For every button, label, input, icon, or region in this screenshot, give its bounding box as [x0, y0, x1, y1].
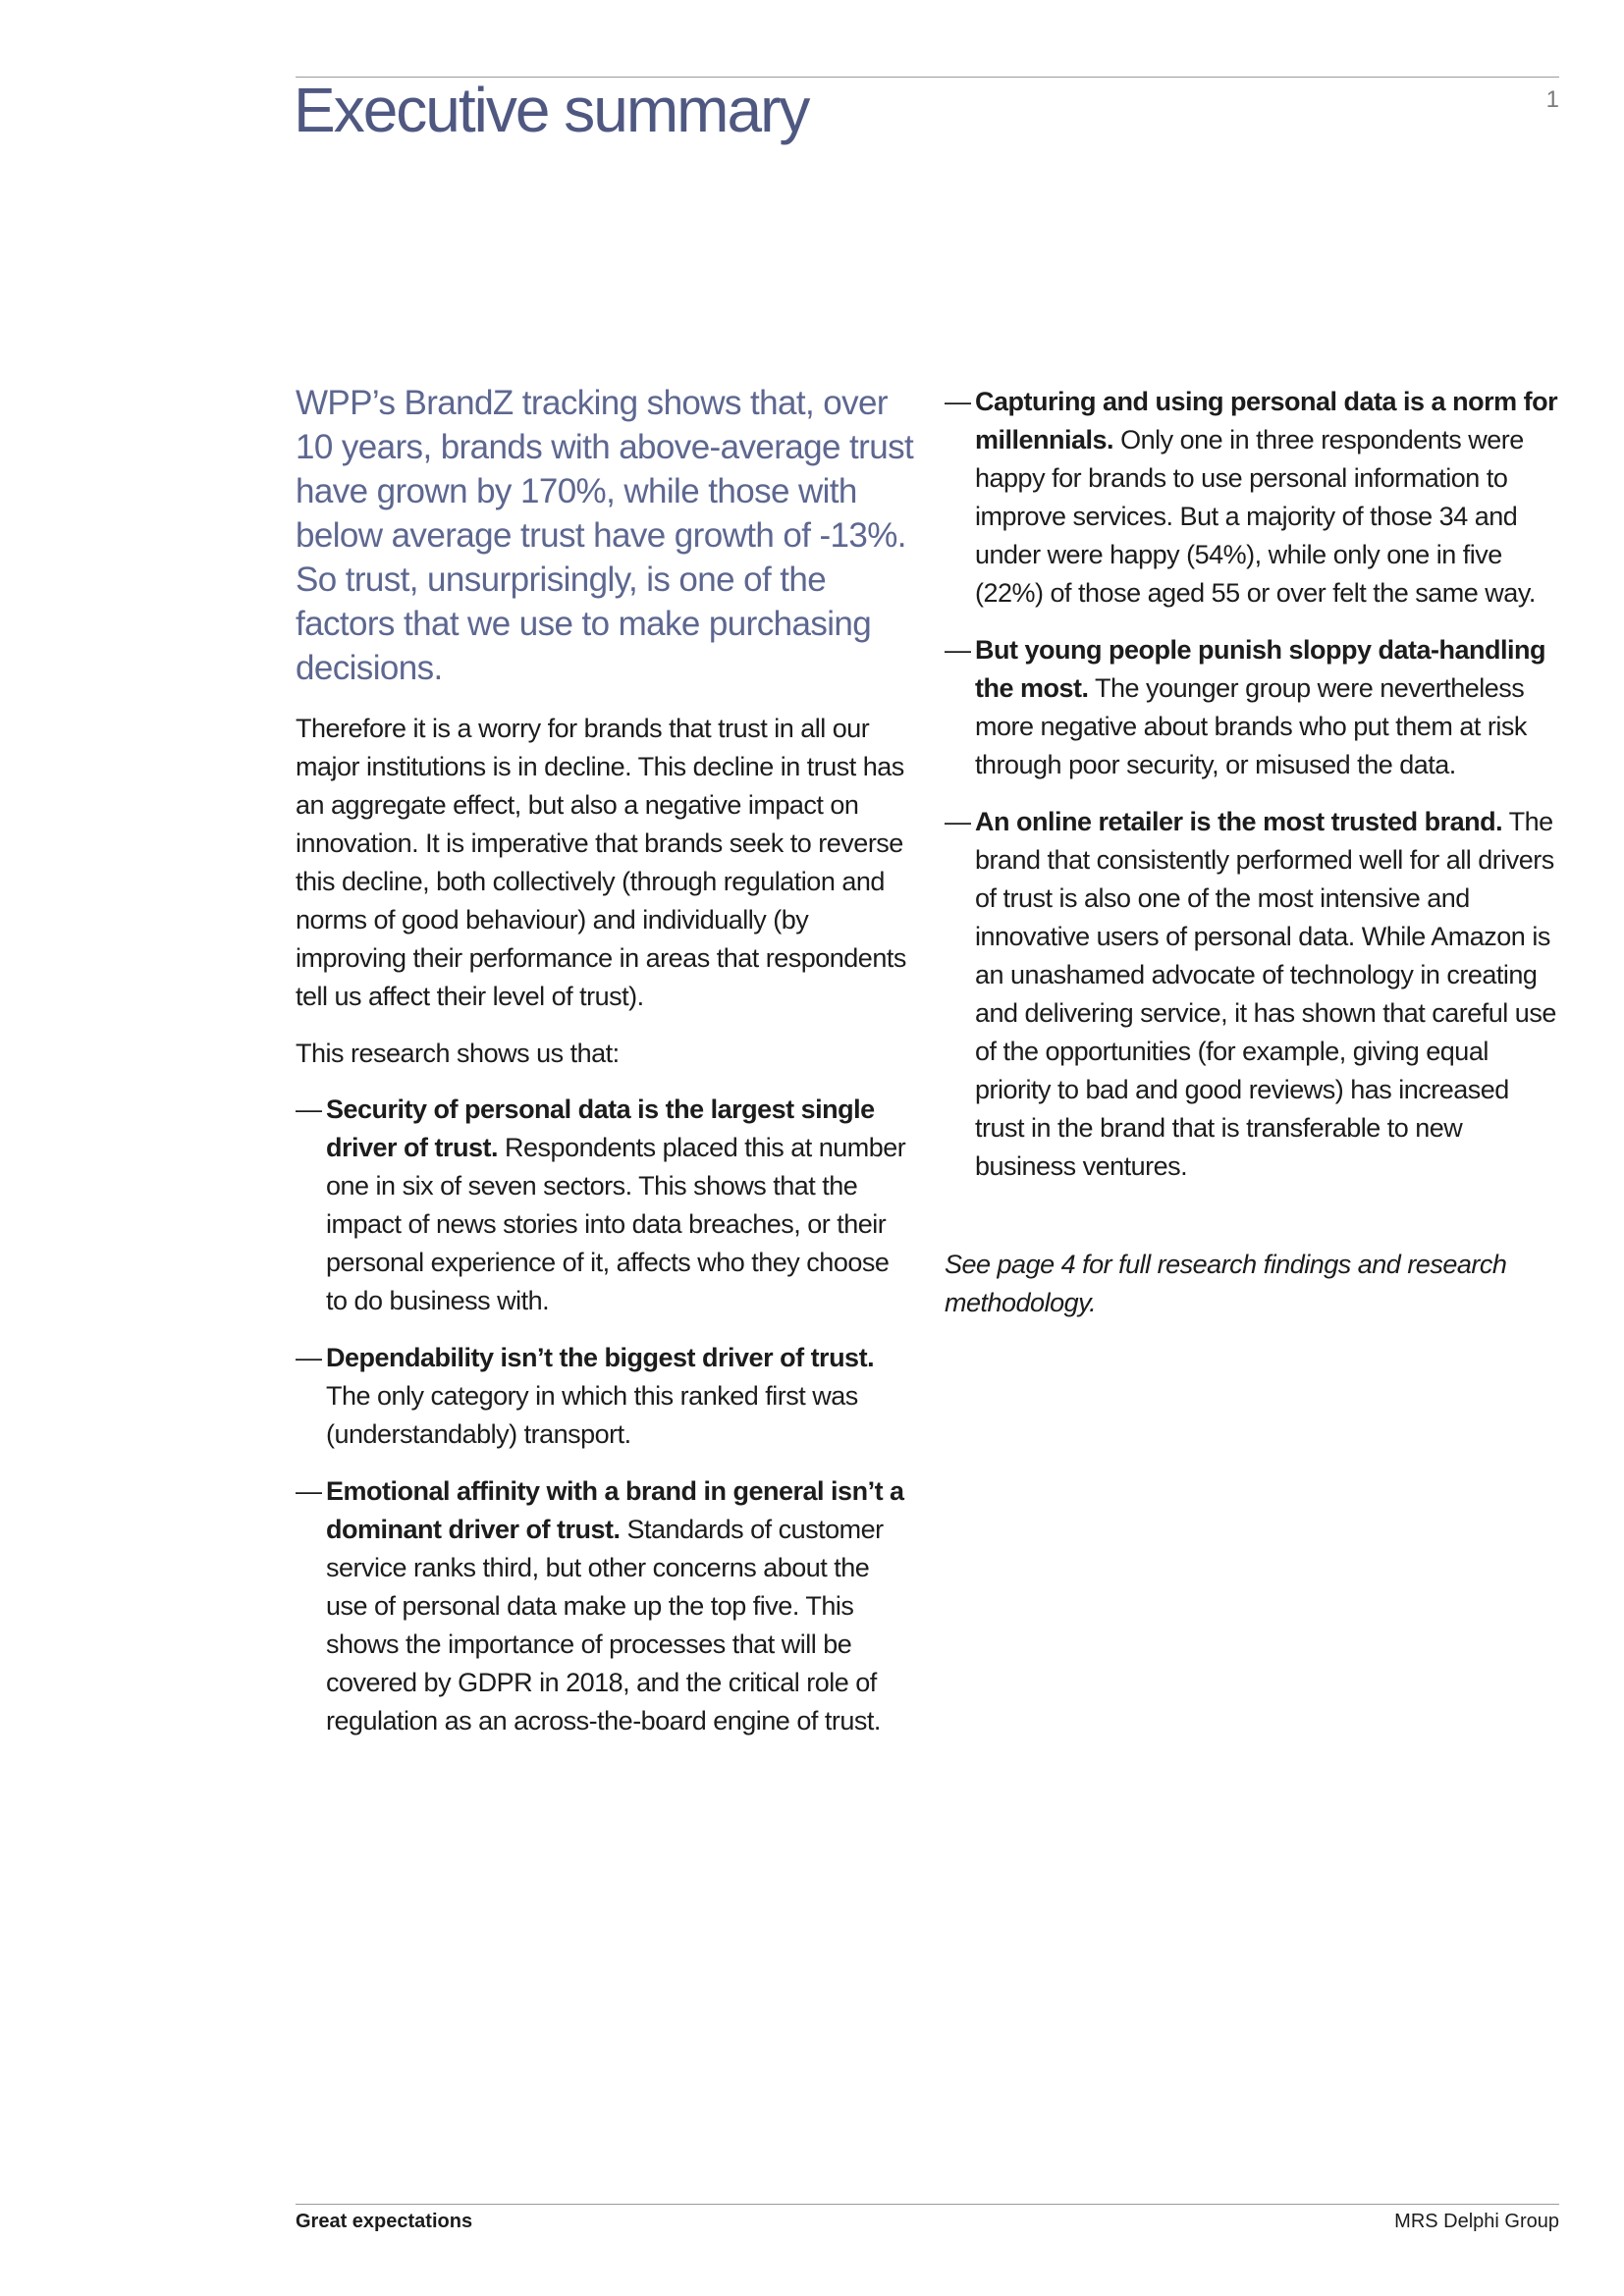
bullet-heading: Capturing and using personal data is a norm for millennials. [975, 387, 1558, 454]
intro-text: WPP’s BrandZ tracking shows that, over 10 years, brands with above-average trust have grown by 170%, while those with below average trust have growth of -13%. So trust, unsurprisingly, is one of the factors that we use to make purchasing decisions. [296, 384, 914, 687]
page-title: Executive summary [294, 75, 809, 145]
list-item [296, 1472, 914, 1740]
dash-bullet: — [296, 1095, 322, 1124]
list-item [945, 631, 1559, 784]
bullet-text: Standards of customer service ranks third, but other concerns about the use of personal data make up the top five. This shows the importance of processes that will be covered by GDPR in 2018, and the critical role of regulation as an across-the-board engine of trust. [326, 1515, 884, 1735]
list-item [945, 803, 1559, 1186]
bullet-heading: Emotional affinity with a brand in general isn’t a dominant driver of trust. [326, 1476, 904, 1544]
dash-bullet: — [296, 1476, 322, 1506]
right-column [945, 383, 1559, 1322]
dash-bullet: — [945, 387, 971, 416]
dash-bullet: — [945, 807, 971, 836]
bullet-heading: An online retailer is the most trusted brand. [975, 807, 1503, 836]
dash-bullet: — [296, 1343, 322, 1372]
dash-bullet: — [945, 635, 971, 665]
footer-publisher: MRS Delphi Group [1394, 2211, 1559, 2232]
left-column [296, 381, 914, 1759]
lead-in-text: This research shows us that: [296, 1039, 620, 1068]
list-item [296, 1339, 914, 1454]
bullet-text: The only category in which this ranked first was (understandably) transport. [326, 1381, 858, 1449]
bullet-text: Only one in three respondents were happy for brands to use personal information to improve services. But a majority of those 34 and under were happy (54%), while only one in five (22%) of those aged 55 or over felt the same way. [975, 425, 1536, 608]
bullet-text: Respondents placed this at number one in six of seven sectors. This shows that the impact of news stories into data breaches, or their personal experience of it, affects who they choose to do business with. [326, 1133, 906, 1315]
list-item [945, 383, 1559, 613]
page-number: 1 [1545, 86, 1559, 113]
bullet-heading: But young people punish sloppy data-handling the most. [975, 635, 1545, 703]
list-item [296, 1091, 914, 1320]
methodology-note: See page 4 for full research findings and research methodology. [945, 1250, 1507, 1317]
findings-list-right [945, 383, 1559, 1186]
findings-list-left [296, 1091, 914, 1740]
bullet-heading: Dependability isn’t the biggest driver of trust. [326, 1343, 875, 1372]
footer-report-title: Great expectations [296, 2211, 473, 2232]
bullet-heading: Security of personal data is the largest single driver of trust. [326, 1095, 875, 1162]
body-paragraph: Therefore it is a worry for brands that trust in all our major institutions is in decline. This decline in trust has an aggregate effect, but also a negative impact on innovation. It is imperative that brands seek to reverse this decline, both collectively (through regulation and norms of good behaviour) and individually (by improving their performance in areas that respondents tell us affect their level of trust). [296, 714, 906, 1011]
bullet-text: The brand that consistently performed well for all drivers of trust is also one of the most intensive and innovative users of personal data. While Amazon is an unashamed advocate of technology in creating and delivering service, it has shown that careful use of the opportunities (for example, giving equal priority to bad and good reviews) has increased trust in the brand that is transferable to new business ventures. [975, 807, 1556, 1181]
bullet-text: The younger group were nevertheless more negative about brands who put them at risk through poor security, or misused the data. [975, 673, 1527, 779]
footer-rule [296, 2204, 1559, 2205]
